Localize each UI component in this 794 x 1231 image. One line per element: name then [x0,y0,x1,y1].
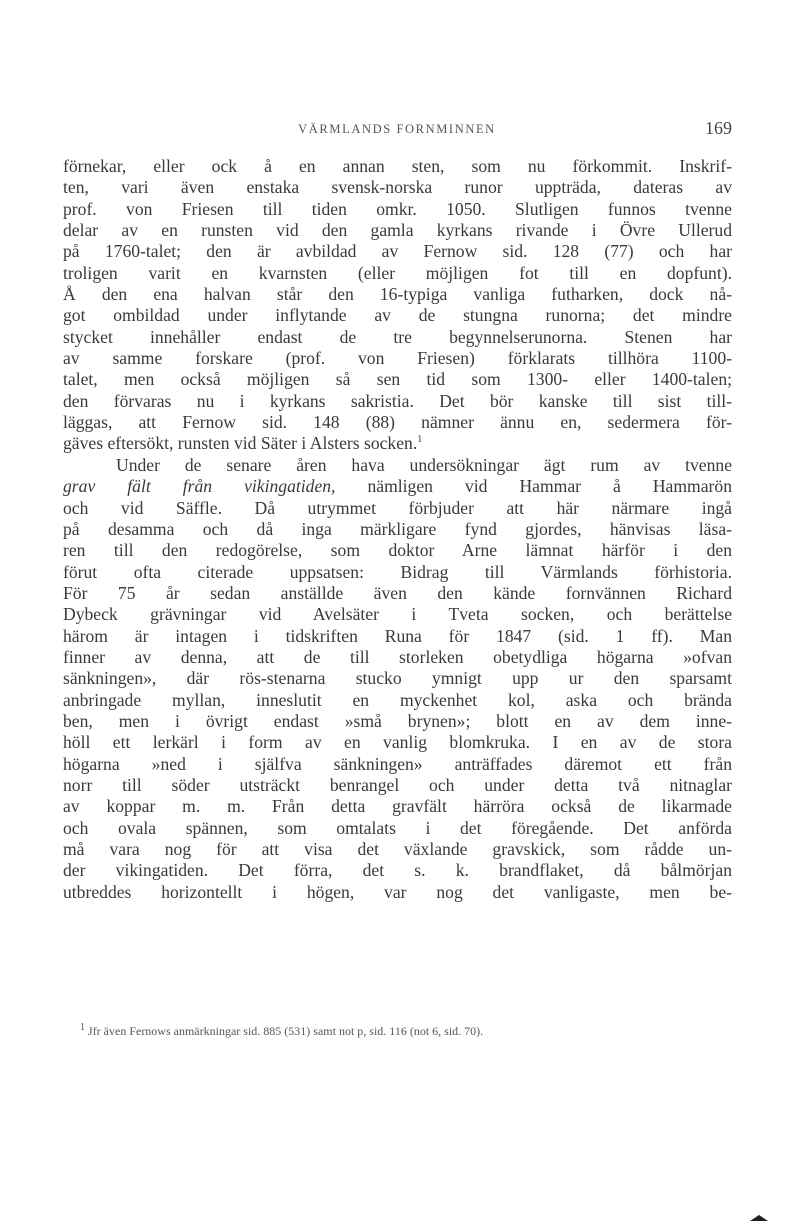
footnote-text: Jfr även Fernows anmärkningar sid. 885 (531) samt not p, sid. 116 (not 6, sid. 70). [88,1024,484,1038]
text-line: delar av en runsten vid den gamla kyrkans rivande i Övre Ullerud [63,220,732,241]
italic-phrase: grav fält från vikingatiden, [63,476,336,497]
text-line: ten, vari även enstaka svensk-norska runor uppträda, dateras av [63,177,732,198]
text-line: der vikingatiden. Det förra, det s. k. brandflaket, då bålmörjan [63,860,732,881]
text-line: förnekar, eller ock å en annan sten, som nu förkommit. Inskrif- [63,156,732,176]
text-line: Dybeck grävningar vid Avelsäter i Tveta socken, och berättelse [63,604,732,625]
text-line: stycket innehåller endast de tre begynnelserunorna. Stenen har [63,326,732,347]
footnote [80,1024,740,1039]
text-line-content: nämligen vid Hammar å Hammarön [335,476,732,497]
text-line: läggas, att Fernow sid. 148 (88) nämner ännu en, sedermera för- [63,412,732,433]
text-line: höll ett lerkärl i form av en vanlig blomkruka. I en av de stora [63,732,732,753]
text-line [63,433,732,454]
text-line: ren till den redogörelse, som doktor Arne lämnat härför i den [63,540,732,561]
text-line: troligen varit en kvarnsten (eller möjligen fot till en dopfunt). [63,262,732,283]
text-line-content: gäves eftersökt, runsten vid Säter i Alsters socken. [63,433,418,454]
running-title: VÄRMLANDS FORNMINNEN [298,122,496,136]
text-line: av koppar m. m. Från detta gravfält härröra också de likarmade [63,796,732,817]
text-line: av samme forskare (prof. von Friesen) förklarats tillhöra 1100- [63,348,732,369]
text-line: må vara nog för att visa det växlande gravskick, som rådde un- [63,839,732,859]
text-line: på 1760-talet; den är avbildad av Fernow sid. 128 (77) och har [63,241,732,262]
text-line: Å den ena halvan står den 16-typiga vanliga futharken, dock nå- [63,284,732,305]
text-line: För 75 år sedan anställde även den kände fornvännen Richard [63,582,732,603]
text-line: talet, men också möjligen så sen tid som 1300- eller 1400-talen; [63,369,732,390]
body-text [63,156,732,903]
text-line: och vid Säffle. Då utrymmet förbjuder att här närmare ingå [63,497,732,518]
text-line: sänkningen», där rös-stenarna stucko ymnigt upp ur den sparsamt [63,668,732,689]
text-line: ben, men i övrigt endast »små brynen»; blott en av dem inne- [63,710,732,731]
text-line: högarna »ned i själfva sänkningen» anträffades däremot ett från [63,753,732,774]
text-line: och ovala spännen, som omtalats i det föregående. Det anförda [63,817,732,838]
text-line: på desamma och då inga märkligare fynd gjordes, hänvisas läsa- [63,518,732,539]
text-line: den förvaras nu i kyrkans sakristia. Det bör kanske till sist till- [63,390,732,411]
text-line: härom är intagen i tidskriften Runa för 1847 (sid. 1 ff). Man [63,625,732,646]
text-line: norr till söder utsträckt benrangel och under detta två nitnaglar [63,774,732,795]
text-line: förut ofta citerade uppsatsen: Bidrag till Värmlands förhistoria. [63,561,732,582]
text-line: prof. von Friesen till tiden omkr. 1050. Slutligen funnos tvenne [63,198,732,219]
text-line [63,476,732,497]
footnote-marker: 1 [80,1022,85,1033]
text-line: Under de senare åren hava undersökningar ägt rum av tvenne [116,454,732,475]
text-line: finner av denna, att de till storleken obetydliga högarna »ofvan [63,646,732,667]
page-number: 169 [705,118,732,138]
text-line: got ombildad under inflytande av de stungna runorna; det mindre [63,305,732,326]
running-head [62,118,732,144]
footnote-reference: 1 [417,434,423,446]
text-line: utbreddes horizontellt i högen, var nog det vanligaste, men be- [63,881,732,902]
text-line: anbringade myllan, inneslutit en myckenhet kol, aska och brända [63,689,732,710]
scan-corner-mark [750,1215,768,1221]
